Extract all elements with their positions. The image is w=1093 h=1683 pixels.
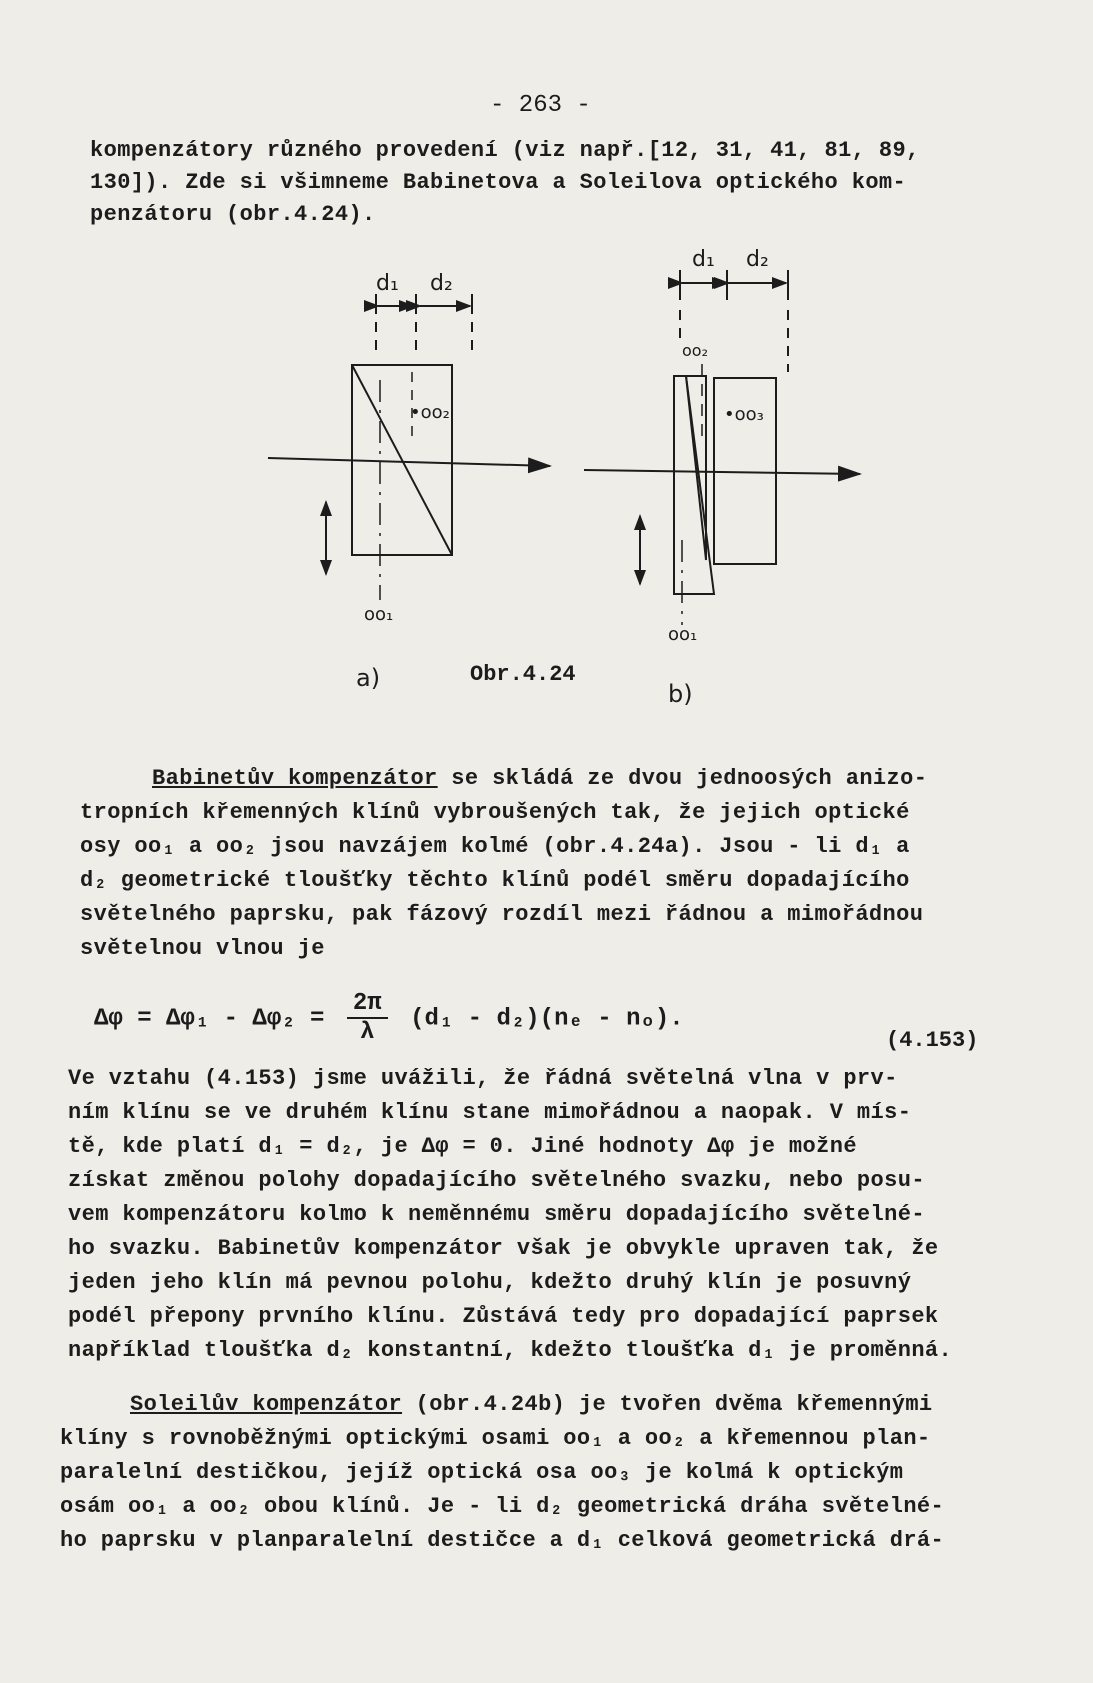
text-line-1: Ve vztahu (4.153) jsme uvážili, že řádná světelná vlna v prv- <box>68 1066 898 1091</box>
babinet-d2-label: d₂ <box>430 271 453 296</box>
soleil-oo1-label: oo₁ <box>668 624 698 645</box>
soleil-line-1 <box>130 1392 933 1417</box>
figure-caption: Obr.4.24 <box>470 662 576 687</box>
text-line-2: ním klínu se ve druhém klínu stane mimořádnou a naopak. V mís- <box>68 1100 912 1125</box>
page-number: - 263 - <box>490 92 591 119</box>
soleil-wedge-1 <box>674 376 714 594</box>
babinet-line-4: d₂ geometrické tloušťky těchto klínů podél směru dopadajícího <box>80 868 910 893</box>
babinet-line-3: osy oo₁ a oo₂ jsou navzájem kolmé (obr.4.24a). Jsou - li d₁ a <box>80 834 910 859</box>
soleil-oo2-label: oo₂ <box>682 341 708 360</box>
soleil-line-1-text: (obr.4.24b) je tvořen dvěma křemennými <box>402 1392 933 1417</box>
equation-number: (4.153) <box>886 1028 979 1053</box>
text-line-3: tě, kde platí d₁ = d₂, je Δφ = 0. Jiné hodnoty Δφ je možné <box>68 1134 857 1159</box>
soleil-d1-label: d₁ <box>692 247 715 272</box>
text-line-6: ho svazku. Babinetův kompenzátor však je obvykle upraven tak, že <box>68 1236 939 1261</box>
soleil-oo3-label: •oo₃ <box>724 404 764 425</box>
compensator-figure <box>0 0 1093 720</box>
equation-rhs: (d₁ - d₂)(nₑ - nₒ). <box>410 1005 684 1033</box>
equation-fraction <box>347 990 388 1046</box>
soleil-line-3: paralelní destičkou, jejíž optická osa oo₃ je kolmá k optickým <box>60 1460 904 1485</box>
equation-lhs: Δφ = Δφ₁ - Δφ₂ = <box>94 1005 325 1033</box>
soleil-line-4: osám oo₁ a oo₂ obou klínů. Je - li d₂ geometrická dráha světelné- <box>60 1494 945 1519</box>
figure-label-a: a) <box>356 664 381 692</box>
equation-numerator: 2π <box>347 990 388 1019</box>
babinet-light-ray <box>268 458 550 466</box>
babinet-line-1 <box>152 766 927 791</box>
soleil-light-ray <box>584 470 860 474</box>
soleil-line-2: klíny s rovnoběžnými optickými osami oo₁ a oo₂ a křemennou plan- <box>60 1426 931 1451</box>
babinet-line-5: světelného paprsku, pak fázový rozdíl mezi řádnou a mimořádnou <box>80 902 924 927</box>
soleil-d2-label: d₂ <box>746 247 769 272</box>
equation-4-153 <box>94 990 684 1046</box>
babinet-term: Babinetův kompenzátor <box>152 766 438 791</box>
intro-line-1: kompenzátory různého provedení (viz např.[12, 31, 41, 81, 89, <box>90 138 920 163</box>
text-line-9: například tloušťka d₂ konstantní, kdežto tloušťka d₁ je proměnná. <box>68 1338 953 1363</box>
babinet-line-6: světelnou vlnou je <box>80 936 325 961</box>
babinet-d1-label: d₁ <box>376 271 399 296</box>
babinet-diagram <box>268 294 550 600</box>
soleil-line-5: ho paprsku v planparalelní destičce a d₁ celková geometrická drá- <box>60 1528 945 1553</box>
soleil-wedge-2 <box>686 376 706 560</box>
babinet-oo2-label: •oo₂ <box>410 402 450 423</box>
equation-denominator: λ <box>360 1019 375 1046</box>
text-line-7: jeden jeho klín má pevnou polohu, kdežto druhý klín je posuvný <box>68 1270 912 1295</box>
text-line-4: získat změnou polohy dopadajícího světelného svazku, nebo posu- <box>68 1168 925 1193</box>
soleil-diagram <box>584 270 860 625</box>
babinet-oo1-label: oo₁ <box>364 604 394 625</box>
text-line-8: podél přepony prvního klínu. Zůstává tedy pro dopadající paprsek <box>68 1304 939 1329</box>
babinet-line-2: tropních křemenných klínů vybroušených tak, že jejich optické <box>80 800 910 825</box>
text-line-5: vem kompenzátoru kolmo k neměnnému směru dopadajícího světelné- <box>68 1202 925 1227</box>
intro-line-2: 130]). Zde si všimneme Babinetova a Soleilova optického kom- <box>90 170 907 195</box>
figure-label-b: b) <box>668 680 693 708</box>
soleil-term: Soleilův kompenzátor <box>130 1392 403 1417</box>
intro-line-3: penzátoru (obr.4.24). <box>90 202 376 227</box>
babinet-line-1-text: se skládá ze dvou jednoosých anizo- <box>437 766 928 791</box>
